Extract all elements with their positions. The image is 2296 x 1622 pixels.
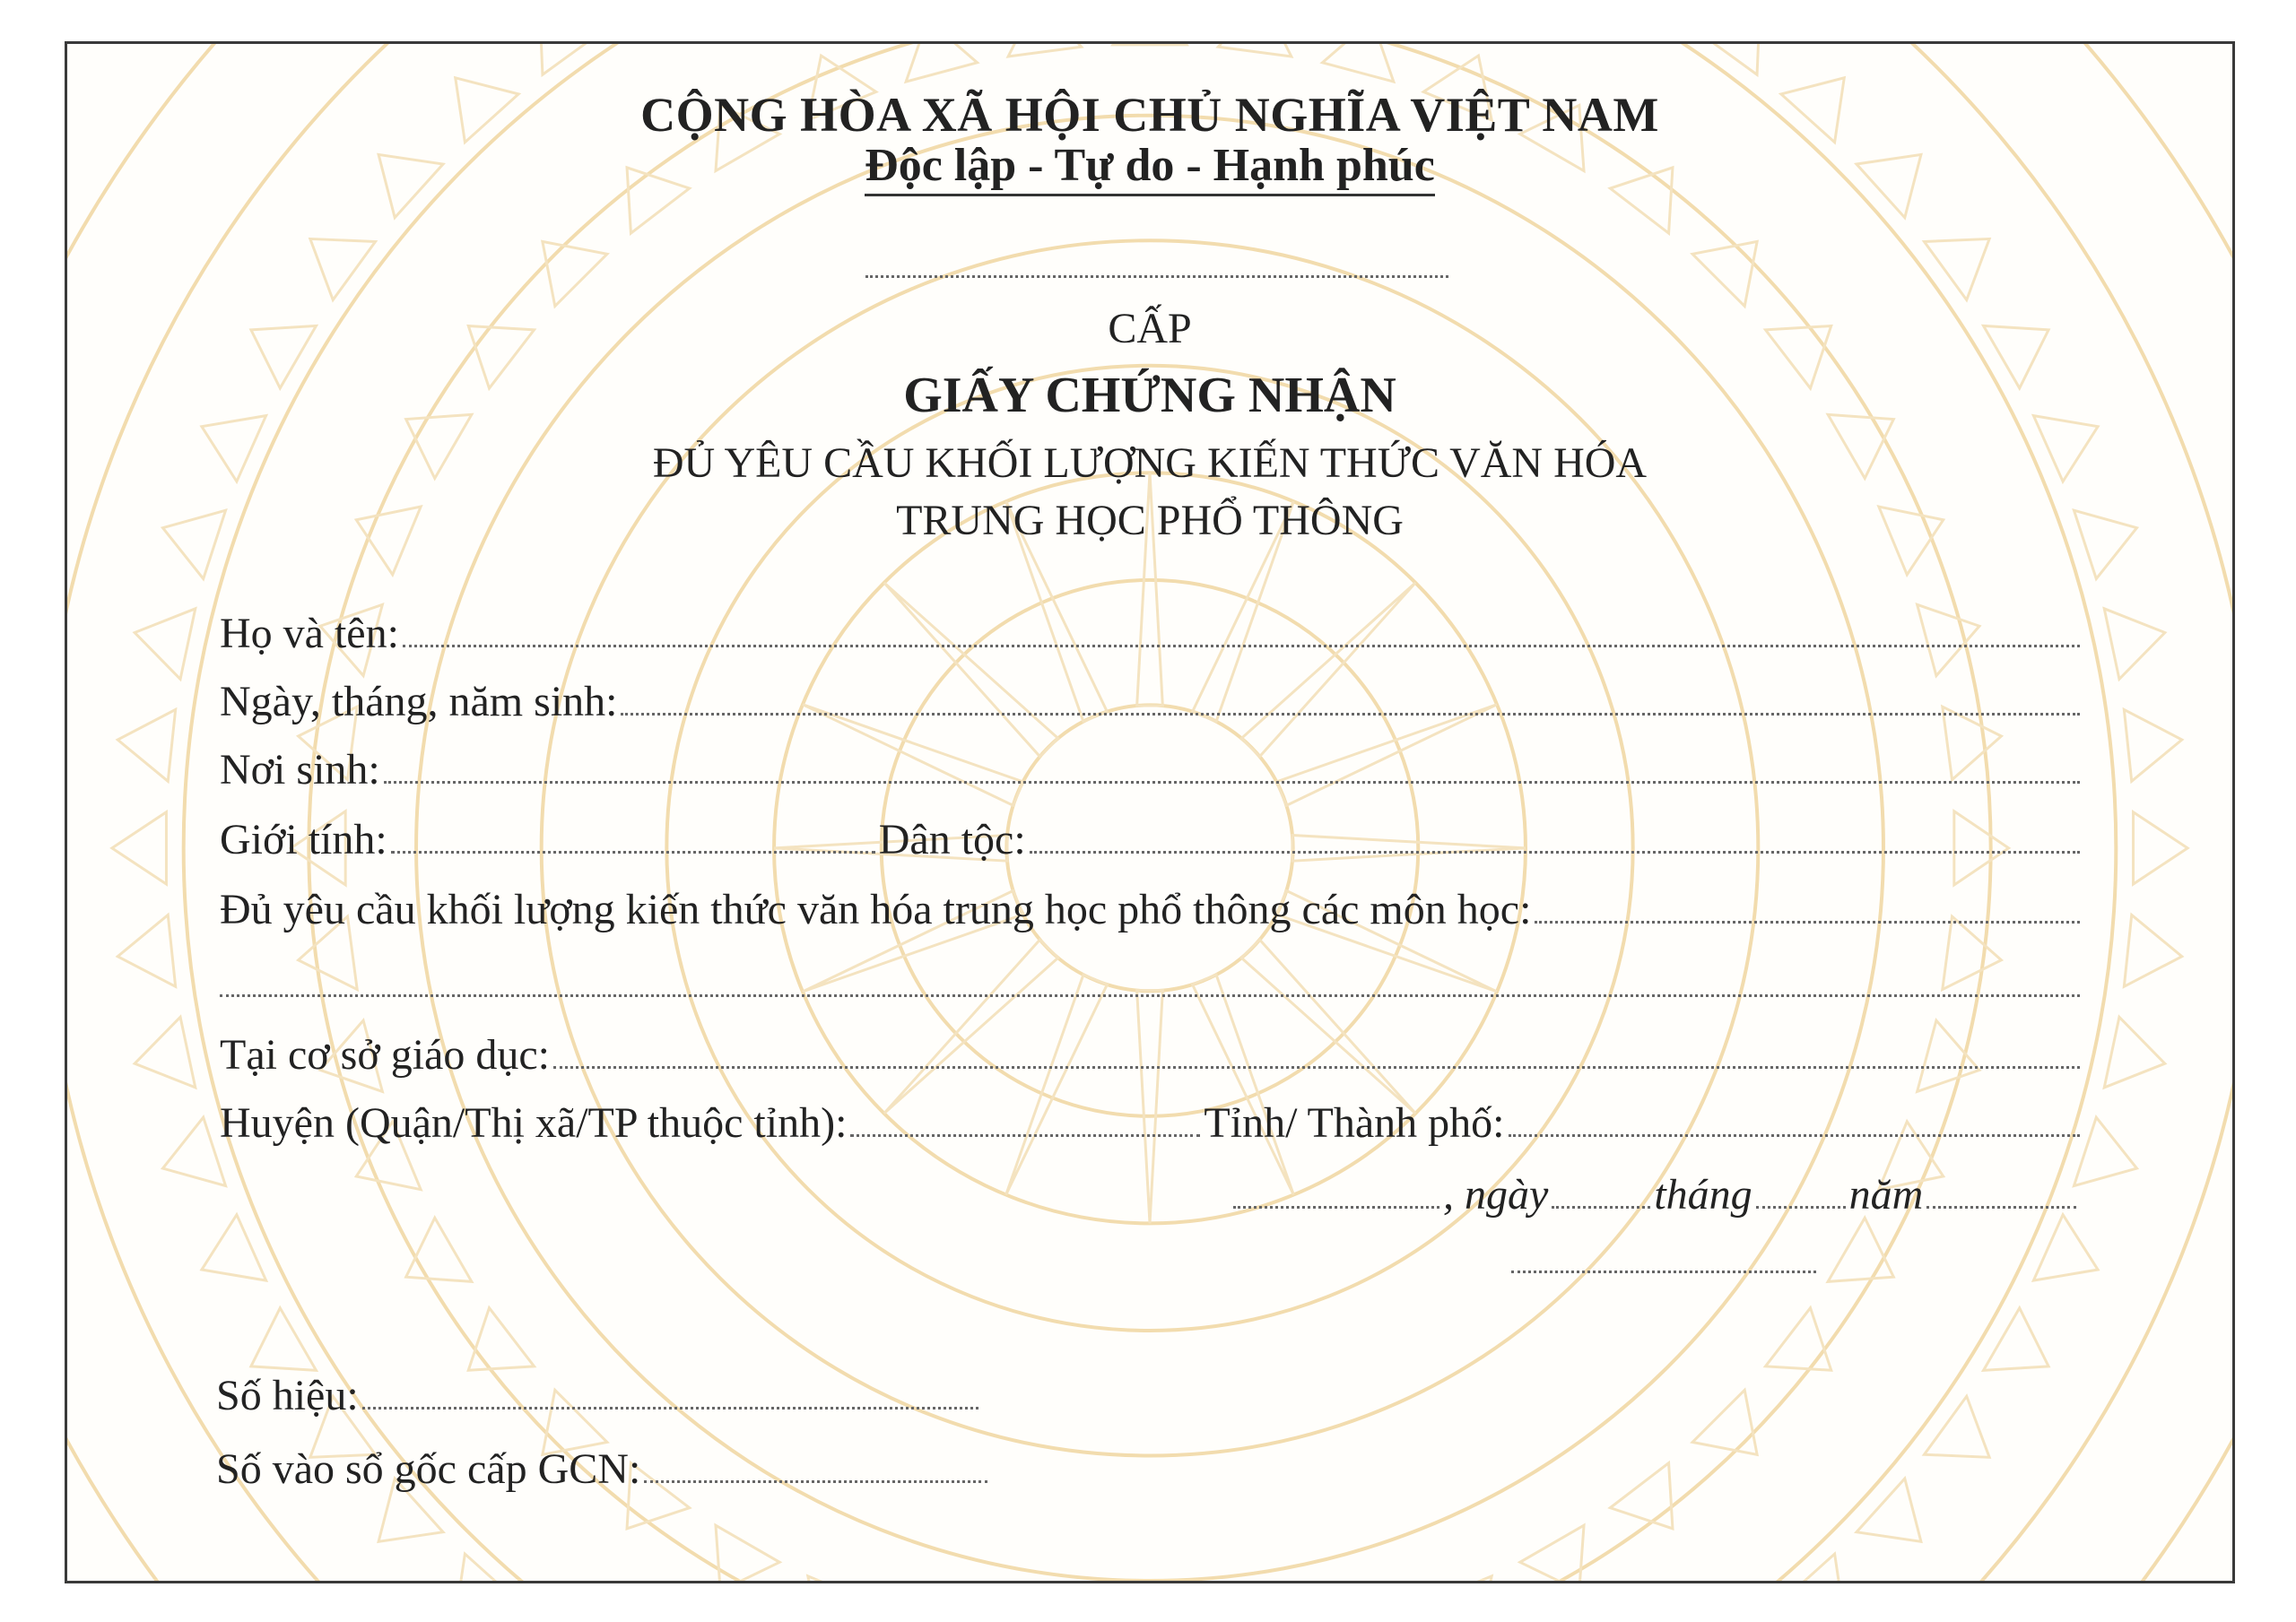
subjects-line-2 xyxy=(220,994,2080,997)
full-name-line xyxy=(403,644,2080,647)
certificate-subtitle-1: ĐỦ YÊU CẦU KHỐI LƯỢNG KIẾN THỨC VĂN HÓA xyxy=(652,439,1648,487)
register-no-line xyxy=(644,1479,987,1483)
year-line xyxy=(1926,1205,2076,1209)
province-line xyxy=(1509,1133,2080,1137)
field-birth-date xyxy=(220,677,2080,726)
field-register-no xyxy=(216,1444,987,1494)
date-day-label: , ngày xyxy=(1443,1171,1549,1219)
subjects-line xyxy=(1535,920,2080,924)
serial-line xyxy=(362,1406,978,1409)
issuer-dotted-line xyxy=(865,275,1448,278)
birth-place-label: Nơi sinh: xyxy=(220,746,380,794)
day-line xyxy=(1552,1205,1650,1209)
birth-date-line xyxy=(621,712,2080,716)
field-subjects xyxy=(220,885,2080,934)
field-gender-ethnicity xyxy=(220,815,2080,864)
grant-label: CẤP xyxy=(1108,305,1192,352)
date-month-label: tháng xyxy=(1654,1171,1752,1219)
full-name-label: Họ và tên: xyxy=(220,610,399,657)
district-line xyxy=(850,1133,1200,1137)
serial-label: Số hiệu: xyxy=(216,1372,359,1419)
field-full-name xyxy=(220,609,2080,658)
field-serial xyxy=(216,1371,978,1420)
birth-place-line xyxy=(384,780,2080,784)
signer-dotted-line xyxy=(1511,1271,1816,1273)
nation-title: CỘNG HÒA XÃ HỘI CHỦ NGHĨA VIỆT NAM xyxy=(640,88,1659,142)
gender-line xyxy=(391,850,875,854)
month-line xyxy=(1756,1205,1846,1209)
place-line xyxy=(1233,1205,1439,1209)
district-label: Huyện (Quận/Thị xã/TP thuộc tỉnh): xyxy=(220,1099,848,1147)
motto-row xyxy=(67,139,2232,196)
certificate xyxy=(65,41,2235,1583)
date-year-label: năm xyxy=(1848,1171,1924,1219)
ethnicity-label: Dân tộc: xyxy=(878,816,1026,863)
field-institution xyxy=(220,1030,2080,1080)
field-birth-place xyxy=(220,745,2080,794)
date-line xyxy=(1233,1170,2080,1219)
institution-line xyxy=(553,1065,2080,1069)
register-no-label: Số vào sổ gốc cấp GCN: xyxy=(216,1445,641,1493)
motto: Độc lập - Tự do - Hạnh phúc xyxy=(865,139,1435,196)
subjects-label: Đủ yêu cầu khối lượng kiến thức văn hóa trung học phổ thông các môn học: xyxy=(220,886,1532,933)
province-label: Tỉnh/ Thành phố: xyxy=(1204,1099,1505,1147)
ethnicity-line xyxy=(1030,850,2080,854)
birth-date-label: Ngày, tháng, năm sinh: xyxy=(220,678,618,725)
gender-label: Giới tính: xyxy=(220,816,387,863)
certificate-title: GIẤY CHỨNG NHẬN xyxy=(903,368,1396,423)
institution-label: Tại cơ sở giáo dục: xyxy=(220,1031,550,1079)
field-district-province xyxy=(220,1098,2080,1148)
certificate-subtitle-2: TRUNG HỌC PHỔ THÔNG xyxy=(896,497,1404,544)
national-header xyxy=(67,87,2232,143)
